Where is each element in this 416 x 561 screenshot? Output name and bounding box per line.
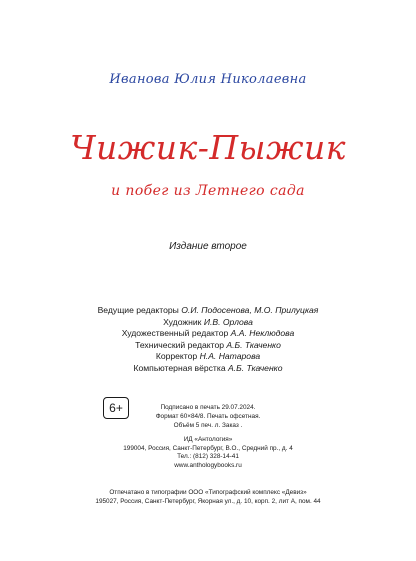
credit-line	[0, 317, 416, 329]
credit-role: Технический редактор	[135, 339, 224, 350]
credit-line	[0, 340, 416, 352]
publisher-website: www.anthologybooks.ru	[174, 461, 242, 469]
publisher-phone: Тел.: (812) 328-14-41	[177, 453, 239, 461]
print-info-line: Объём 5 печ. л. Заказ .	[173, 421, 243, 429]
print-info-line: Формат 60×84/8. Печать офсетная.	[155, 412, 261, 420]
credit-name: А.Б. Ткаченко	[228, 362, 283, 373]
publisher-name: ИД «Антология»	[183, 436, 233, 443]
print-info-line: Подписано в печать 29.07.2024.	[160, 404, 256, 411]
credit-line	[0, 351, 416, 363]
credit-role: Компьютерная вёрстка	[133, 362, 226, 373]
edition-note: Издание второе	[169, 241, 247, 252]
printer-address: 195027, Россия, Санкт-Петербург, Якорная ул., д. 10, корп. 2, лит А, пом. 44	[95, 497, 321, 505]
credit-role: Ведущие редакторы	[97, 305, 179, 315]
credits-block	[0, 305, 416, 375]
credit-name: А.А. Неклюдова	[230, 328, 295, 339]
credit-line	[0, 328, 416, 340]
credit-role: Художник	[163, 316, 202, 327]
age-rating-badge: 6+	[103, 397, 129, 419]
credit-name: Н.А. Натарова	[199, 351, 261, 362]
credit-name: И.В. Орлова	[203, 316, 253, 327]
credit-line	[0, 363, 416, 375]
print-info-block	[0, 404, 416, 430]
credit-role: Корректор	[155, 351, 198, 362]
credit-role: Художественный редактор	[121, 328, 229, 339]
credit-line	[0, 305, 416, 317]
author-name: Иванова Юлия Николаевна	[109, 72, 307, 87]
book-title: Чижик-Пыжик	[69, 128, 346, 167]
book-subtitle: и побег из Летнего сада	[111, 183, 305, 199]
credit-name: А.Б. Ткаченко	[226, 339, 281, 350]
publisher-address: 199004, Россия, Санкт-Петербург, В.О., Средний пр., д. 4	[123, 444, 293, 452]
printer-block	[0, 489, 416, 506]
credit-name: О.И. Подосенова, М.О. Прилуцкая	[181, 305, 319, 315]
printer-name: Отпечатано в типографии ООО «Типографский комплекс «Девиз»	[109, 489, 307, 496]
publisher-block	[0, 436, 416, 470]
